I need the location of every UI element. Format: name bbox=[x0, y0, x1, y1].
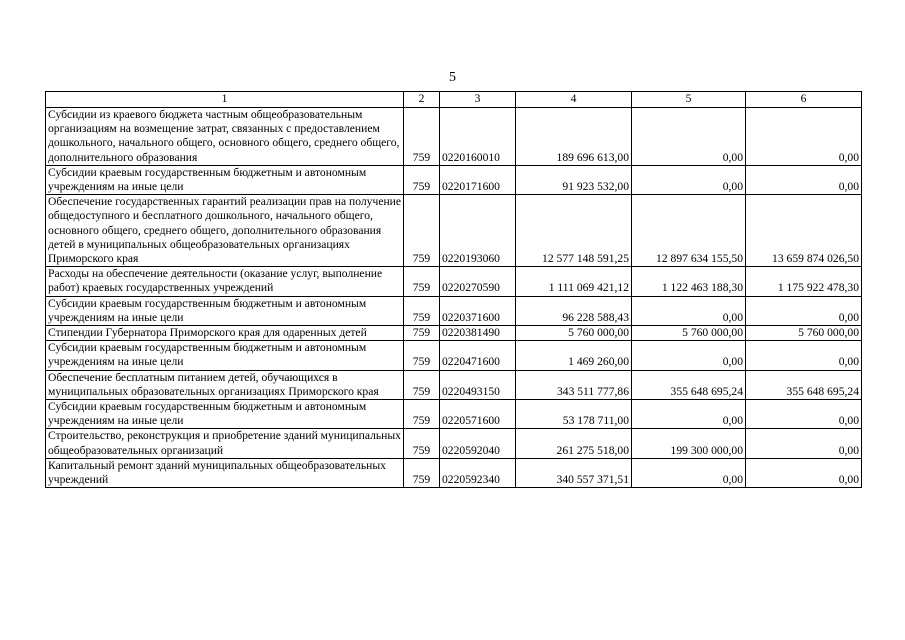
row-amount-col4: 1 111 069 421,12 bbox=[516, 267, 632, 296]
row-target-article: 0220371600 bbox=[440, 296, 516, 325]
row-amount-col5: 1 122 463 188,30 bbox=[632, 267, 746, 296]
row-amount-col6: 13 659 874 026,50 bbox=[746, 195, 862, 267]
table-row bbox=[46, 165, 862, 194]
row-amount-col5: 0,00 bbox=[632, 296, 746, 325]
row-amount-col6: 0,00 bbox=[746, 108, 862, 166]
row-amount-col5: 0,00 bbox=[632, 458, 746, 487]
row-target-article: 0220381490 bbox=[440, 326, 516, 341]
column-header: 6 bbox=[746, 92, 862, 108]
row-amount-col6: 1 175 922 478,30 bbox=[746, 267, 862, 296]
row-description: Субсидии краевым государственным бюджетным и автономным учреждениям на иные цели bbox=[46, 400, 404, 429]
row-amount-col5: 0,00 bbox=[632, 400, 746, 429]
row-amount-col4: 1 469 260,00 bbox=[516, 341, 632, 370]
row-description: Строительство, реконструкция и приобретение зданий муниципальных общеобразовательных организаций bbox=[46, 429, 404, 458]
row-description: Обеспечение государственных гарантий реализации прав на получение общедоступного и бесплатного дошкольного, начального общего, основного общего, среднего общего, дополнительного образования детей в муниципальных общеобразовательных организациях Приморского края bbox=[46, 195, 404, 267]
column-header: 1 bbox=[46, 92, 404, 108]
table-row bbox=[46, 326, 862, 341]
row-amount-col6: 0,00 bbox=[746, 165, 862, 194]
row-target-article: 0220160010 bbox=[440, 108, 516, 166]
row-grbs-code: 759 bbox=[404, 341, 440, 370]
table-row bbox=[46, 195, 862, 267]
row-amount-col6: 0,00 bbox=[746, 341, 862, 370]
row-description: Субсидии краевым государственным бюджетным и автономным учреждениям на иные цели bbox=[46, 341, 404, 370]
row-target-article: 0220571600 bbox=[440, 400, 516, 429]
row-grbs-code: 759 bbox=[404, 165, 440, 194]
table-body bbox=[46, 108, 862, 488]
row-amount-col4: 96 228 588,43 bbox=[516, 296, 632, 325]
row-description: Расходы на обеспечение деятельности (оказание услуг, выполнение работ) краевых государственных учреждений bbox=[46, 267, 404, 296]
row-target-article: 0220193060 bbox=[440, 195, 516, 267]
row-amount-col4: 340 557 371,51 bbox=[516, 458, 632, 487]
table-row bbox=[46, 400, 862, 429]
table-row bbox=[46, 296, 862, 325]
row-target-article: 0220592040 bbox=[440, 429, 516, 458]
row-description: Обеспечение бесплатным питанием детей, обучающихся в муниципальных образовательных организациях Приморского края bbox=[46, 370, 404, 399]
column-header: 3 bbox=[440, 92, 516, 108]
row-target-article: 0220592340 bbox=[440, 458, 516, 487]
budget-table bbox=[45, 91, 862, 488]
table-row bbox=[46, 341, 862, 370]
table-header-row bbox=[46, 92, 862, 108]
row-target-article: 0220493150 bbox=[440, 370, 516, 399]
row-description: Субсидии из краевого бюджета частным общеобразовательным организациям на возмещение затрат, связанных с предоставлением дошкольного, начального общего, основного общего, среднего общего, дополнительного образования bbox=[46, 108, 404, 166]
column-header: 4 bbox=[516, 92, 632, 108]
row-description: Капитальный ремонт зданий муниципальных общеобразовательных учреждений bbox=[46, 458, 404, 487]
row-amount-col5: 12 897 634 155,50 bbox=[632, 195, 746, 267]
row-description: Субсидии краевым государственным бюджетным и автономным учреждениям на иные цели bbox=[46, 165, 404, 194]
row-amount-col4: 343 511 777,86 bbox=[516, 370, 632, 399]
row-grbs-code: 759 bbox=[404, 429, 440, 458]
table-row bbox=[46, 458, 862, 487]
row-amount-col5: 199 300 000,00 bbox=[632, 429, 746, 458]
row-amount-col4: 5 760 000,00 bbox=[516, 326, 632, 341]
row-target-article: 0220270590 bbox=[440, 267, 516, 296]
row-grbs-code: 759 bbox=[404, 458, 440, 487]
row-grbs-code: 759 bbox=[404, 108, 440, 166]
row-description: Субсидии краевым государственным бюджетным и автономным учреждениям на иные цели bbox=[46, 296, 404, 325]
row-amount-col6: 0,00 bbox=[746, 429, 862, 458]
row-grbs-code: 759 bbox=[404, 296, 440, 325]
row-grbs-code: 759 bbox=[404, 267, 440, 296]
row-amount-col6: 0,00 bbox=[746, 400, 862, 429]
row-amount-col6: 355 648 695,24 bbox=[746, 370, 862, 399]
table-row bbox=[46, 108, 862, 166]
row-amount-col5: 0,00 bbox=[632, 341, 746, 370]
row-description: Стипендии Губернатора Приморского края для одаренных детей bbox=[46, 326, 404, 341]
column-header: 5 bbox=[632, 92, 746, 108]
row-amount-col5: 355 648 695,24 bbox=[632, 370, 746, 399]
row-grbs-code: 759 bbox=[404, 400, 440, 429]
column-header: 2 bbox=[404, 92, 440, 108]
table-row bbox=[46, 429, 862, 458]
row-amount-col4: 12 577 148 591,25 bbox=[516, 195, 632, 267]
row-amount-col6: 5 760 000,00 bbox=[746, 326, 862, 341]
row-target-article: 0220171600 bbox=[440, 165, 516, 194]
row-amount-col5: 0,00 bbox=[632, 165, 746, 194]
row-amount-col4: 261 275 518,00 bbox=[516, 429, 632, 458]
row-grbs-code: 759 bbox=[404, 370, 440, 399]
page-number: 5 bbox=[449, 70, 456, 85]
row-amount-col6: 0,00 bbox=[746, 458, 862, 487]
row-target-article: 0220471600 bbox=[440, 341, 516, 370]
row-grbs-code: 759 bbox=[404, 195, 440, 267]
row-amount-col4: 91 923 532,00 bbox=[516, 165, 632, 194]
row-grbs-code: 759 bbox=[404, 326, 440, 341]
table-row bbox=[46, 267, 862, 296]
row-amount-col4: 53 178 711,00 bbox=[516, 400, 632, 429]
table-row bbox=[46, 370, 862, 399]
row-amount-col6: 0,00 bbox=[746, 296, 862, 325]
row-amount-col4: 189 696 613,00 bbox=[516, 108, 632, 166]
row-amount-col5: 5 760 000,00 bbox=[632, 326, 746, 341]
row-amount-col5: 0,00 bbox=[632, 108, 746, 166]
